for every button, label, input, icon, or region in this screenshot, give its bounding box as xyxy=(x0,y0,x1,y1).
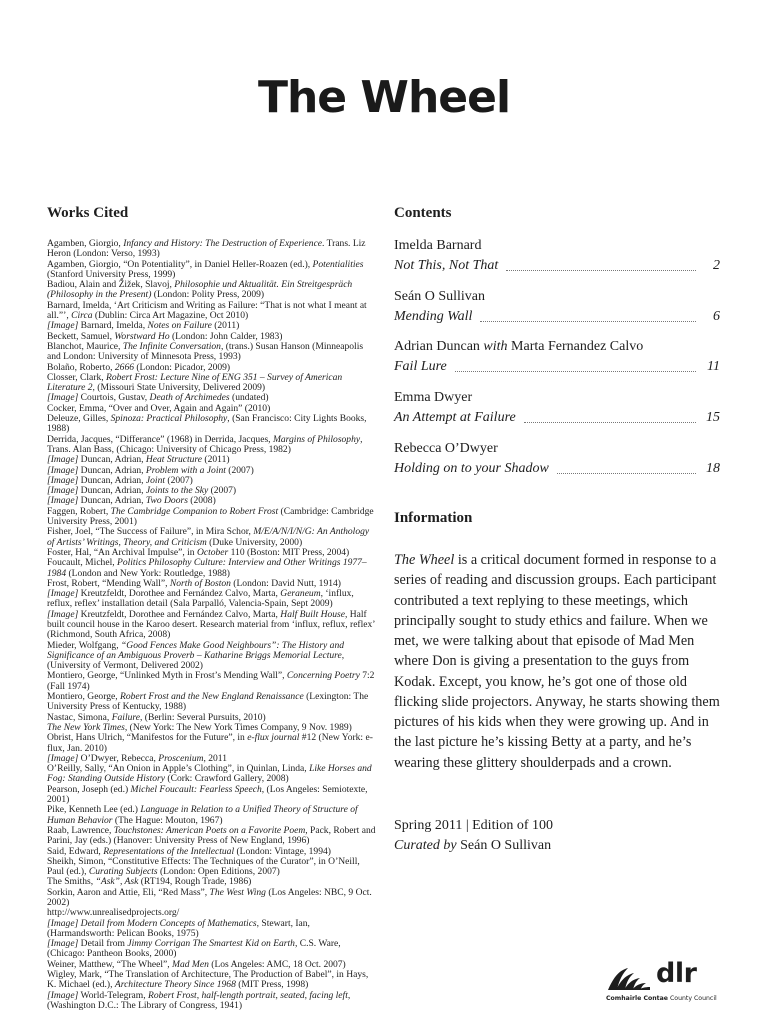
toc-entry xyxy=(394,388,720,439)
citation-entry: [Image] Kreutzfeldt, Dorothee and Fernández Calvo, Marta, Geraneum, ‘influx, reflux, reflex’ installation detail (Sala Parpalló, Valencia-Spain, Sept 2009) xyxy=(47,588,354,610)
contents-list xyxy=(394,236,720,489)
toc-page-number: 11 xyxy=(707,359,720,375)
toc-work-title: Holding on to your Shadow xyxy=(394,460,549,476)
citation-entry: Badiou, Alain and Žižek, Slavoj, Philosophie und Aktualität. Ein Streitgespräch (Philosophy in the Present) (London: Polity Press, 2009) xyxy=(47,279,353,301)
dlr-logo-subtitle xyxy=(606,995,717,1002)
citation-entry: [Image] Duncan, Adrian, Problem with a Joint (2007) xyxy=(47,464,254,476)
citation-entry: Sheikh, Simon, “Constitutive Effects: The Techniques of the Curator”, in O’Neill, Paul (ed.), Curating Subjects (London: Open Editions, 2007) xyxy=(47,855,360,878)
toc-line xyxy=(394,255,720,277)
citation-entry: The New York Times, (New York: The New York Times Company, 9 Nov. 1989) xyxy=(47,721,352,733)
citation-entry: Sorkin, Aaron and Attie, Eli, “Red Mass”, The West Wing (Los Angeles: NBC, 9 Oct. 2002) xyxy=(47,886,372,908)
citation-entry: Cocker, Emma, “Over and Over, Again and Again” (2010) xyxy=(47,402,271,414)
logo-sub-english: County Council xyxy=(668,995,717,1002)
citation-entry: Fisher, Joel, “The Success of Failure”, in Mira Schor, M/E/A/N/I/N/G: An Anthology of Artists’ Writings, Theory, and Criticism (Duke University, 2000) xyxy=(47,526,370,548)
citation-entry: Foucault, Michel, Politics Philosophy Culture: Interview and Other Writings 1977–1984 (London and New York: Routledge, 1988) xyxy=(47,557,367,579)
citation-entry: The Smiths, “Ask”, Ask (RT194, Rough Trade, 1986) xyxy=(47,876,252,888)
information-body-title: The Wheel xyxy=(394,552,455,568)
toc-entry xyxy=(394,439,720,490)
edition-block xyxy=(394,816,724,856)
citation-entry: O’Reilly, Sally, “An Onion in Apple’s Clothing”, in Quinlan, Linda, Like Horses and Fog: Standing Outside History (Cork: Crawford Gallery, 2008) xyxy=(47,763,372,785)
logo-sub-irish: Comhairle Contae xyxy=(606,995,668,1002)
toc-page-number: 18 xyxy=(706,460,720,476)
citation-entry: Weiner, Matthew, “The Wheel”, Mad Men (Los Angeles: AMC, 18 Oct. 2007) xyxy=(47,958,346,970)
citation-entry: Frost, Robert, “Mending Wall”, North of Boston (London: David Nutt, 1914) xyxy=(47,577,341,589)
toc-page-number: 15 xyxy=(706,410,720,426)
toc-work-title: Not This, Not That xyxy=(394,258,499,273)
toc-leader-dots xyxy=(524,422,696,423)
citation-entry: Mieder, Wolfgang, “Good Fences Make Good Neighbours”: The History and Significance of an Ambiguous Proverb – Katharine Briggs Memorial Lecture, (University of Vermont, Delivered 2002) xyxy=(47,639,345,672)
dlr-logo xyxy=(606,960,726,1008)
citation-entry: [Image] Duncan, Adrian, Joint (2007) xyxy=(47,474,193,486)
works-cited-heading: Works Cited xyxy=(47,205,129,221)
toc-page-number: 6 xyxy=(713,308,720,324)
toc-line xyxy=(394,458,720,480)
citation-entry: [Image] Duncan, Adrian, Joints to the Sky (2007) xyxy=(47,485,237,497)
information-heading: Information xyxy=(394,510,473,526)
dlr-waves-icon xyxy=(606,962,652,992)
citation-entry: Deleuze, Gilles, Spinoza: Practical Philosophy, (San Francisco: City Lights Books, 1988) xyxy=(47,413,367,435)
curator-name: Seán O Sullivan xyxy=(456,838,552,853)
citation-entry: Montiero, George, “Unlinked Myth in Frost’s Mending Wall”, Concerning Poetry 7:2 (Fall 1974) xyxy=(47,670,375,692)
toc-work-title: Mending Wall xyxy=(394,308,473,324)
citation-entry: Pike, Kenneth Lee (ed.) Language in Relation to a Unified Theory of Structure of Human Behavior (The Hague: Mouton, 1967) xyxy=(47,804,358,826)
citation-entry: [Image] Detail from Modern Concepts of Mathematics, Stewart, Ian, (Harmandsworth: Pelican Books, 1975) xyxy=(47,917,310,939)
citation-entry: Beckett, Samuel, Worstward Ho (London: John Calder, 1983) xyxy=(47,330,283,342)
citation-entry: Montiero, George, Robert Frost and the New England Renaissance (Lexington: The University Press of Kentucky, 1988) xyxy=(47,691,369,713)
information-body xyxy=(394,550,729,773)
citation-entry: Nastac, Simona, Failure, (Berlin: Several Pursuits, 2010) xyxy=(47,711,266,723)
toc-line xyxy=(394,306,720,328)
curated-line xyxy=(394,836,724,856)
information-body-text: is a critical document formed in response to a series of reading and discussion groups. Each participant contributed a text replying to these meetings, which principally sought to study ethics and failure. When we met, we were talking about that episode of Mad Men where Don is giving a presentation to the guys from Kodak. Except, you know, he’s got one of those old flicking slide projectors. Anyway, he starts showing them pictures of his kids when they were growing up. And in the last picture he’s kissing Betty at a party, and he’s wearing these glittery shoulderpads and a crown. xyxy=(394,552,720,771)
toc-leader-dots xyxy=(557,473,696,474)
citation-entry: [Image] Duncan, Adrian, Heat Structure (2011) xyxy=(47,454,230,466)
toc-work-title: An Attempt at Failure xyxy=(394,410,516,426)
toc-leader-dots xyxy=(506,270,696,271)
contents-heading: Contents xyxy=(394,205,452,221)
toc-entry xyxy=(394,236,720,287)
citation-entry: [Image] Barnard, Imelda, Notes on Failure (2011) xyxy=(47,320,240,332)
curated-label: Curated by xyxy=(394,838,457,853)
toc-author: Imelda Barnard xyxy=(394,238,482,253)
toc-author: Seán O Sullivan xyxy=(394,288,485,304)
citation-entry: Closser, Clark, Robert Frost: Lecture Nine of ENG 351 – Survey of American Literature 2, (Missouri State University, Delivered 2009) xyxy=(47,371,343,394)
works-cited-list xyxy=(47,239,377,1011)
toc-line xyxy=(394,356,720,378)
toc-entry xyxy=(394,287,720,338)
citation-entry: Agamben, Giorgio, “On Potentiality”, in Daniel Heller-Roazen (ed.), Potentialities (Stanford University Press, 1999) xyxy=(47,258,364,280)
toc-page-number: 2 xyxy=(713,258,720,273)
citation-entry: Wigley, Mark, “The Translation of Architecture, The Production of Babel”, in Hays, K. Michael (ed.), Architecture Theory Since 1968 (MIT Press, 1998) xyxy=(47,969,369,991)
page-title: The Wheel xyxy=(257,72,511,123)
toc-author: Rebecca O’Dwyer xyxy=(394,440,498,456)
citation-entry: Bolaño, Roberto, 2666 (London: Picador, 2009) xyxy=(47,361,231,373)
citation-entry: [Image] Detail from Jimmy Corrigan The Smartest Kid on Earth, C.S. Ware, (Chicago: Pantheon Books, 2000) xyxy=(47,938,341,960)
toc-line xyxy=(394,407,720,429)
citation-entry: Said, Edward, Representations of the Intellectual (London: Vintage, 1994) xyxy=(47,845,331,857)
citation-entry: Obrist, Hans Ulrich, “Manifestos for the Future”, in e-flux journal #12 (New York: e-flux, Jan. 2010) xyxy=(47,732,373,754)
dlr-logo-text: dlr xyxy=(656,958,697,989)
citation-entry: Pearson, Joseph (ed.) Michel Foucault: Fearless Speech, (Los Angeles: Semiotexte, 2001) xyxy=(47,783,368,806)
edition-line: Spring 2011 | Edition of 100 xyxy=(394,818,554,833)
citation-entry: Agamben, Giorgio, Infancy and History: The Destruction of Experience. Trans. Liz Heron (London: Verso, 1993) xyxy=(47,238,366,260)
toc-author: Adrian Duncan with Marta Fernandez Calvo xyxy=(394,339,644,355)
toc-leader-dots xyxy=(455,371,696,372)
toc-work-title: Fail Lure xyxy=(394,359,447,375)
toc-author: Emma Dwyer xyxy=(394,390,473,406)
citation-entry: Derrida, Jacques, “Differance” (1968) in Derrida, Jacques, Margins of Philosophy, Trans. Alan Bass, (Chicago: University of Chicago Press, 1982) xyxy=(47,433,363,455)
citation-entry: [Image] Duncan, Adrian, Two Doors (2008) xyxy=(47,495,216,507)
citation-entry: [Image] O’Dwyer, Rebecca, Proscenium, 2011 xyxy=(47,752,227,764)
toc-entry xyxy=(394,337,720,388)
citation-entry: Blanchot, Maurice, The Infinite Conversation, (trans.) Susan Hanson (Minneapolis and London: University of Minnesota Press, 1993) xyxy=(47,340,364,363)
citation-entry: [Image] Kreutzfeldt, Dorothee and Fernández Calvo, Marta, Half Built House, Half built council house in the Karoo desert. Research material from ‘influx, reflux, reflex’ (Richmond, South Africa, 2008) xyxy=(47,608,375,641)
citation-entry: http://www.unrealisedprojects.org/ xyxy=(47,907,180,919)
citation-entry: Raab, Lawrence, Touchstones: American Poets on a Favorite Poem, Pack, Robert and Parini, Jay (eds.) (Hanover: University Press of New England, 1996) xyxy=(47,824,376,847)
toc-leader-dots xyxy=(480,321,696,322)
citation-entry: Barnard, Imelda, ‘Art Criticism and Writing as Failure: “That is not what I meant at all.”’, Circa (Dublin: Circa Art Magazine, Oct 2010) xyxy=(47,299,367,322)
citation-entry: Foster, Hal, “An Archival Impulse”, in October 110 (Boston: MIT Press, 2004) xyxy=(47,546,350,558)
citation-entry: [Image] Courtois, Gustav, Death of Archimedes (undated) xyxy=(47,392,269,404)
citation-entry: Faggen, Robert, The Cambridge Companion to Robert Frost (Cambridge: Cambridge University Press, 2001) xyxy=(47,505,374,528)
citation-entry: [Image] World-Telegram, Robert Frost, half-length portrait, seated, facing left, (Washington D.C.: The Library of Congress, 1941) xyxy=(47,989,351,1011)
